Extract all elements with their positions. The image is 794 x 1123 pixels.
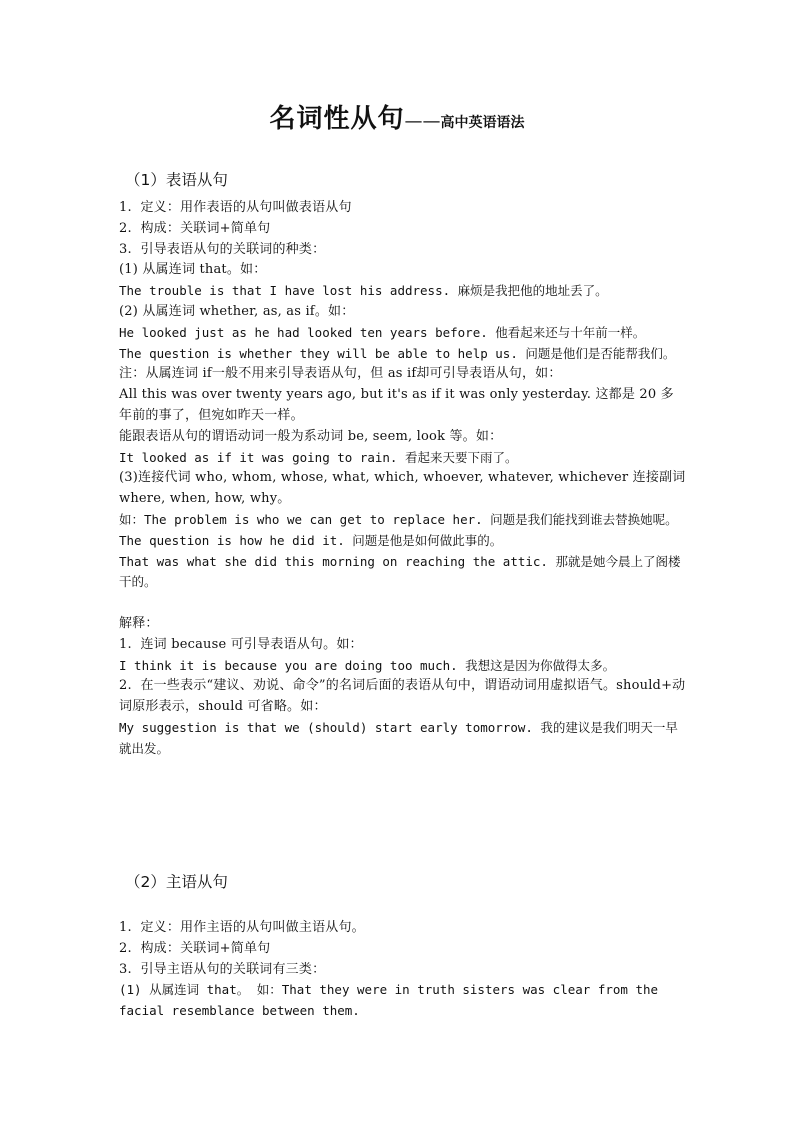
section-body-subject-clause: [119, 918, 687, 1022]
linking-verb-line: 能跟表语从句的谓语动词一般为系动词 be, seem, look 等。如：: [119, 428, 503, 444]
explanation-heading: 解释：: [119, 615, 159, 631]
title-subtitle: 高中英语语法: [440, 115, 525, 131]
example-sentence: (1) 从属连词 that。 如：That they were in truth sisters was clear from the facial resemblance between them.: [119, 982, 666, 1019]
connective-types-line: 3. 引导表语从句的关联词的种类：: [119, 241, 326, 257]
example-sentence: That was what she did this morning on reaching the attic. 那就是她今晨上了阁楼干的。: [119, 553, 681, 590]
example-sentence: The question is whether they will be able to help us. 问题是他们是否能帮我们。: [119, 345, 676, 361]
example-sentence: I think it is because you are doing too much. 我想这是因为你做得太多。: [119, 657, 616, 673]
example-sentence: All this was over twenty years ago, but it's as if it was only yesterday. 这都是 20 多年前的事了，但宛如昨天一样。: [119, 387, 674, 423]
title-dash: ——: [404, 111, 441, 132]
example-sentence: He looked just as he had looked ten years before. 他看起来还与十年前一样。: [119, 324, 646, 340]
example-sentence: It looked as if it was going to rain. 看起来天要下雨了。: [119, 449, 518, 465]
structure-line: 2. 构成：关联词+简单句: [119, 940, 271, 956]
example-sentence: The trouble is that I have lost his address. 麻烦是我把他的地址丢了。: [119, 283, 608, 299]
section-body-predicative-clause: [119, 198, 690, 760]
example-sentence: The question is how he did it. 问题是他是如何做此事的。: [119, 532, 503, 548]
subjunctive-line: 2. 在一些表示“建议、劝说、命令”的名词后面的表语从句中，谓语动词用虚拟语气。should+动词原形表示，should 可省略。如：: [119, 678, 686, 715]
example-sentence: My suggestion is that we (should) start early tomorrow. 我的建议是我们明天一早就出发。: [119, 719, 678, 756]
subordinator-that-line: (1) 从属连词 that。如：: [119, 262, 267, 278]
definition-line: 1. 定义：用作主语的从句叫做主语从句。: [119, 920, 365, 935]
connective-pronouns-line: (3)连接代词 who, whom, whose, what, which, whoever, whatever, whichever 连接副词 where, when, how, why。: [119, 470, 690, 507]
section-heading-subject-clause: （2）主语从句: [125, 873, 228, 891]
subordinator-whether-line: (2) 从属连词 whether, as, as if。如：: [119, 303, 355, 319]
structure-line: 2. 构成：关联词+简单句: [119, 220, 271, 236]
note-line: 注：从属连词 if一般不用来引导表语从句，但 as if却可引导表语从句，如：: [119, 366, 562, 382]
blank-line: [119, 593, 687, 614]
example-sentence: 如：The problem is who we can get to replace her. 问题是我们能找到谁去替换她呢。: [119, 511, 678, 527]
section-heading-predicative-clause: （1）表语从句: [125, 171, 228, 189]
connective-types-line: 3. 引导主语从句的关联词有三类：: [119, 961, 326, 977]
document-title: [0, 98, 794, 135]
title-main: 名词性从句: [269, 104, 405, 134]
because-line: 1. 连词 because 可引导表语从句。如：: [119, 636, 363, 652]
definition-line: 1. 定义：用作表语的从句叫做表语从句: [119, 200, 352, 215]
